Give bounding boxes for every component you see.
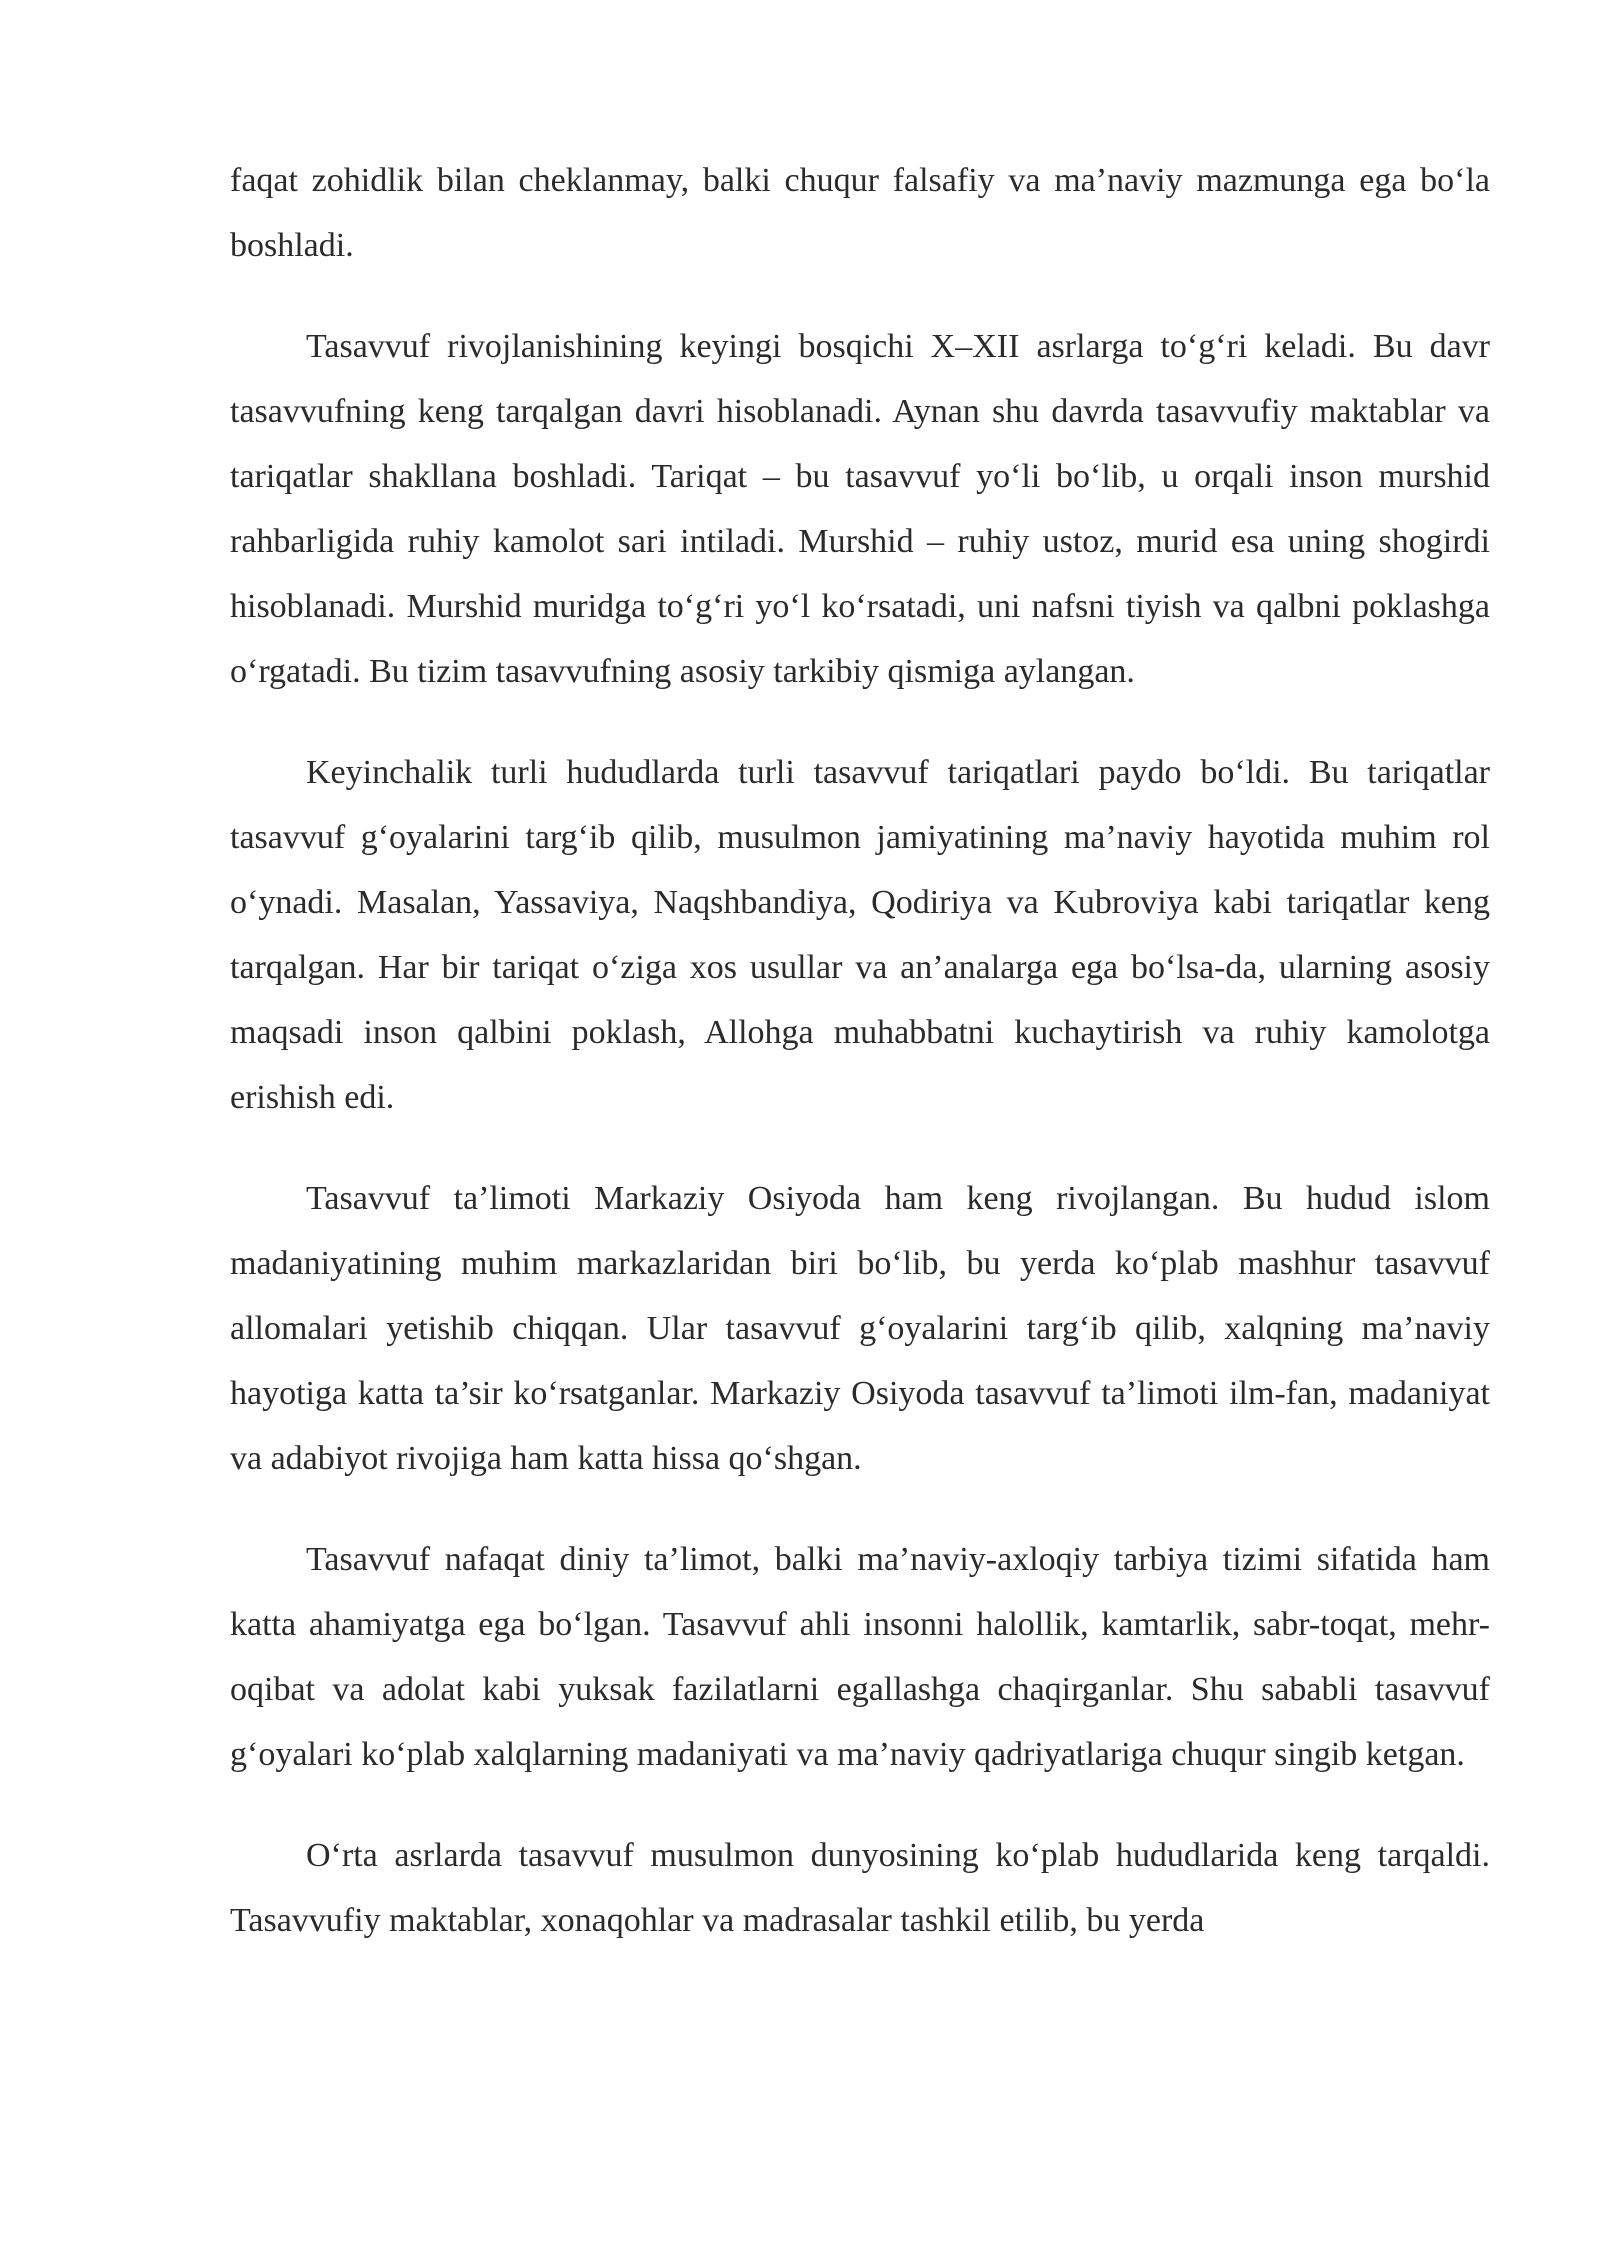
paragraph-continued: faqat zohidlik bilan cheklanmay, balki chuqur falsafiy va ma’naviy mazmunga ega bo‘la boshladi. [230, 162, 1490, 264]
paragraph-middle-ages: O‘rta asrlarda tasavvuf musulmon dunyosining ko‘plab hududlarida keng tarqaldi. Tasavvufiy maktablar, xonaqohlar va madrasalar tashkil etilib, bu yerda [230, 1837, 1490, 1939]
paragraph-tariqat-orders: Keyinchalik turli hududlarda turli tasavvuf tariqatlari paydo bo‘ldi. Bu tariqatlar tasavvuf g‘oyalarini targ‘ib qilib, musulmon jamiyatining ma’naviy hayotida muhim rol o‘ynadi. Masalan, Yassaviya, Naqshbandiya, Qodiriya va Kubroviya kabi tariqatlar keng tarqalgan. Har bir tariqat o‘ziga xos usullar va an’analarga ega bo‘lsa-da, ularning asosiy maqsadi inson qalbini poklash, Allohga muhabbatni kuchaytirish va ruhiy kamolotga erishish edi. [230, 754, 1490, 1116]
paragraph-moral-education: Tasavvuf nafaqat diniy ta’limot, balki ma’naviy-axloqiy tarbiya tizimi sifatida ham katta ahamiyatga ega bo‘lgan. Tasavvuf ahli insonni halollik, kamtarlik, sabr-toqat, mehr-oqibat va adolat kabi yuksak fazilatlarni egallashga chaqirganlar. Shu sababli tasavvuf g‘oyalari ko‘plab xalqlarning madaniyati va ma’naviy qadriyatlariga chuqur singib ketgan. [230, 1541, 1490, 1773]
paragraph-tariqat-development: Tasavvuf rivojlanishining keyingi bosqichi X–XII asrlarga to‘g‘ri keladi. Bu davr tasavvufning keng tarqalgan davri hisoblanadi. Aynan shu davrda tasavvufiy maktablar va tariqatlar shakllana boshladi. Tariqat – bu tasavvuf yo‘li bo‘lib, u orqali inson murshid rahbarligida ruhiy kamolot sari intiladi. Murshid – ruhiy ustoz, murid esa uning shogirdi hisoblanadi. Murshid muridga to‘g‘ri yo‘l ko‘rsatadi, uni nafsni tiyish va qalbni poklashga o‘rgatadi. Bu tizim tasavvufning asosiy tarkibiy qismiga aylangan. [230, 328, 1490, 690]
paragraph-central-asia: Tasavvuf ta’limoti Markaziy Osiyoda ham keng rivojlangan. Bu hudud islom madaniyatining muhim markazlaridan biri bo‘lib, bu yerda ko‘plab mashhur tasavvuf allomalari yetishib chiqqan. Ular tasavvuf g‘oyalarini targ‘ib qilib, xalqning ma’naviy hayotiga katta ta’sir ko‘rsatganlar. Markaziy Osiyoda tasavvuf ta’limoti ilm-fan, madaniyat va adabiyot rivojiga ham katta hissa qo‘shgan. [230, 1180, 1490, 1477]
document-body [230, 148, 1490, 1989]
